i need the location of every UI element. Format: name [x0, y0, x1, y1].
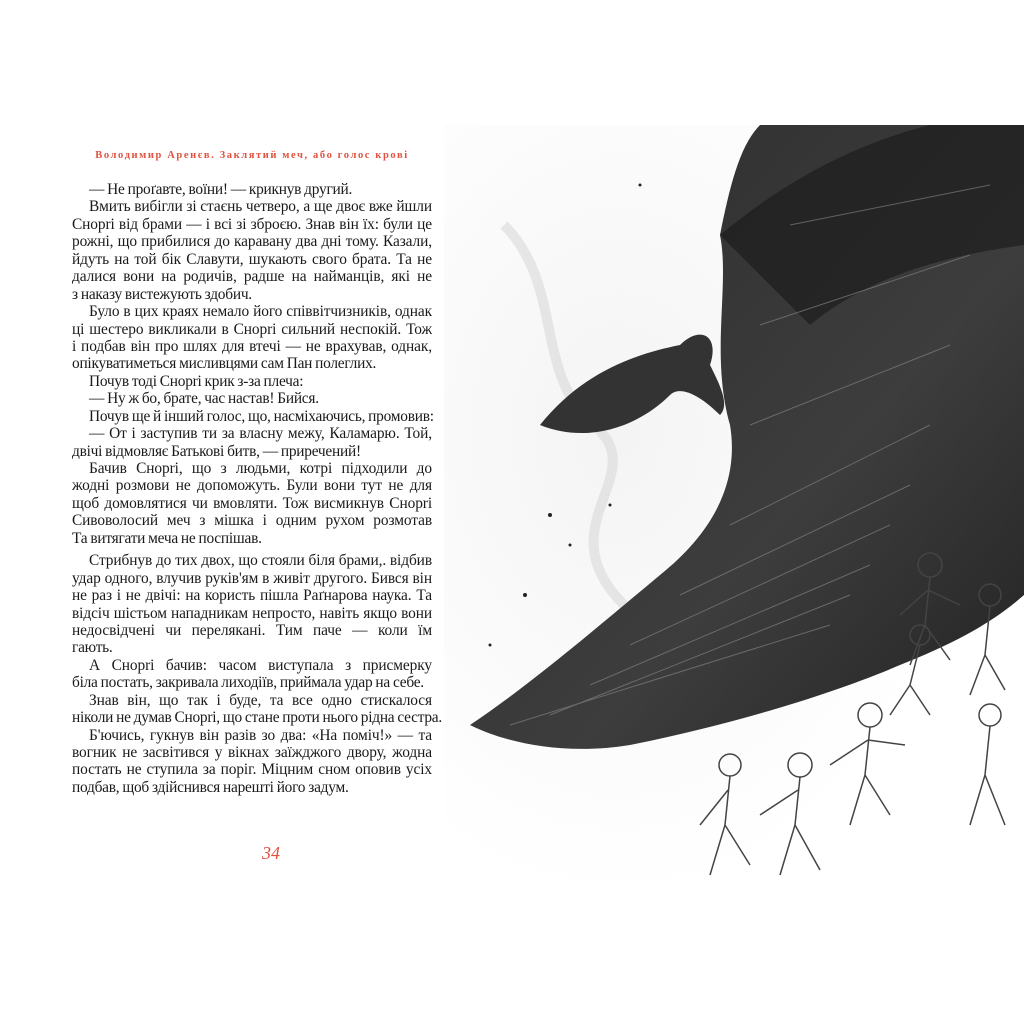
text-line: Б'ючись, гукнув він разів зо два: «На поміч!» — та [89, 726, 432, 744]
text-line: недосвідчені чи перелякані. Тим паче — коли їм [72, 621, 432, 639]
text-line: далися вони на родичів, радше на найманців, які не [72, 268, 432, 286]
text-line: вогник не засвітився у вікнах заїжджого двору, жодна [72, 744, 432, 761]
text-line: А Снорri бачив: часом виступала з присмерку [89, 656, 432, 674]
text-line: відсіч шістьом нападникам непросто, навіть якщо вони [72, 604, 432, 622]
text-line: удар одного, влучив руків'ям в живіт другого. Бився він [72, 569, 432, 587]
text-line: з наказу вистежують здобич. [72, 285, 252, 303]
text-line: щоб домовлятися чи вмовляти. Тож висмикнув Снорri [72, 494, 432, 512]
text-line: йдуть на той бік Славути, шукають свого брата. Та не [72, 250, 432, 268]
text-line: Та витягати меча не поспішав. [72, 529, 262, 547]
text-line: рожні, що прибилися до каравану два дні тому. Казали, [72, 233, 432, 251]
text-line: жодні розмови не допоможуть. Були вони тут не для [72, 477, 432, 495]
text-line: біла постать, закривала лиходіїв, приймала удар на себе. [72, 674, 424, 692]
text-line: і подбав він про шлях для втечі — не врахував, однак, [72, 337, 432, 355]
text-line: Було в цих краях немало його співвітчизників, однак [89, 303, 432, 321]
text-line: постать не ступила за поріг. Міцним сном оповив усіх [72, 761, 432, 779]
text-line: Бачив Снорri, що з людьми, котрі підходили до [89, 460, 432, 477]
raven-warriors-illustration [444, 125, 1024, 898]
text-line: опікуватиметься мисливцями сам Пан полеглих. [72, 355, 377, 373]
text-line: ці шестеро викликали в Снорri сильний неспокій. Тож [72, 320, 432, 338]
text-line: Знав він, що так і буде, та все одно стискалося [89, 691, 432, 709]
text-line: Вмить вибігли зі стаєнь четверо, а ще двоє вже йшли [89, 198, 432, 216]
running-head: Володимир Аренєв. Заклятий меч, або голос крові [95, 150, 409, 161]
text-line: — Ну ж бо, брате, час настав! Бийся. [89, 390, 319, 408]
text-line: Сивоволосий меч з мішка і одним рухом розмотав [72, 512, 432, 530]
body-text [72, 181, 442, 796]
text-line: Почув тоді Снорri крик з-за плеча: [89, 372, 304, 390]
text-line: Снорri від брами — і всі зі зброєю. Знав він їх: були це [72, 215, 432, 233]
text-line: Стрибнув до тих двох, що стояли біля брами,. відбив [89, 552, 432, 570]
text-line: не раз і не двічі: на користь пішла Раґнарова наука. Та [72, 587, 432, 605]
text-line: ніколи не думав Снорri, що стане проти нього рідна сестра. [72, 709, 442, 727]
page-number: 34 [262, 843, 280, 863]
text-line: подбав, щоб здійснився нарешті його задум. [72, 778, 349, 796]
text-line: — Не проґавте, воїни! — крикнув другий. [89, 181, 353, 198]
text-line: Почув ще й інший голос, що, насміхаючись, промовив: [89, 407, 434, 425]
text-line: — От і заступив ти за власну межу, Каламарю. Той, [89, 425, 432, 443]
text-line: гають. [72, 639, 113, 657]
text-line: двічі відмовляє Батькові битв, — приречений! [72, 442, 361, 460]
